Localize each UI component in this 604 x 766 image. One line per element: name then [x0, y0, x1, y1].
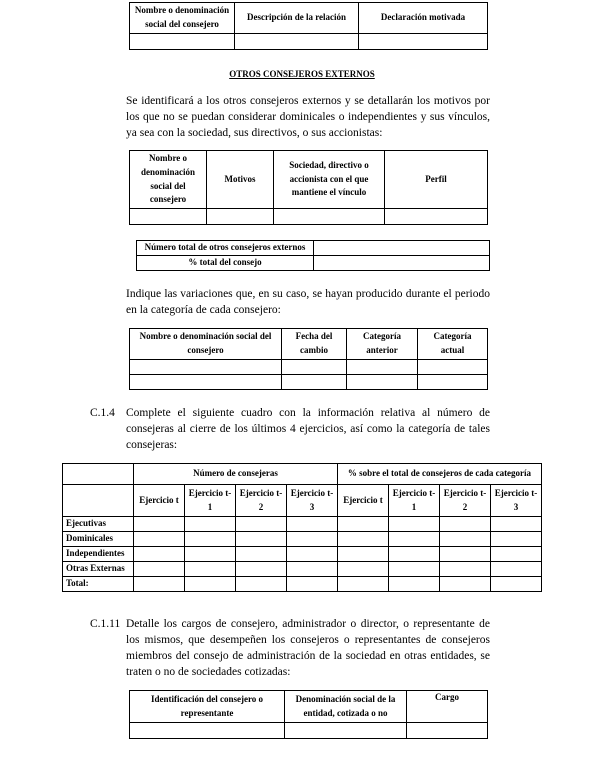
total-externos-value[interactable]: [314, 241, 490, 256]
corner-cell: [63, 485, 134, 517]
section-heading: OTROS CONSEJEROS EXTERNOS: [229, 69, 375, 79]
cell[interactable]: [287, 531, 338, 546]
sub-header: Ejercicio t-2: [236, 485, 287, 517]
cell[interactable]: [389, 576, 440, 591]
otros-externos-paragraph: Se identificará a los otros consejeros externos y se detallarán los motivos por los que no se puedan considerar dominicales o independientes y sus vínculos, ya sea con la sociedad, sus directivos, o sus accionistas:: [126, 95, 490, 139]
row-label: Independientes: [63, 546, 134, 561]
cell[interactable]: [130, 375, 282, 390]
cell[interactable]: [236, 517, 287, 532]
cell[interactable]: [287, 561, 338, 576]
col-identificacion: Identificación del consejero o representante: [130, 691, 285, 723]
total-consejo-value[interactable]: [314, 255, 490, 270]
row-label: Dominicales: [63, 531, 134, 546]
group-porcentaje: % sobre el total de consejeros de cada categoría: [338, 464, 542, 485]
cell[interactable]: [359, 34, 488, 50]
cell[interactable]: [134, 561, 185, 576]
cell[interactable]: [389, 531, 440, 546]
section-number: C.1.11: [90, 618, 121, 630]
variaciones-paragraph: Indique las variaciones que, en su caso, se hayan producido durante el periodo en la categoría de cada consejero:: [126, 288, 490, 316]
sub-header: Ejercicio t-2: [440, 485, 491, 517]
sub-header: Ejercicio t: [134, 485, 185, 517]
col-descripcion: Descripción de la relación: [235, 3, 359, 34]
variaciones-table: [129, 328, 488, 390]
cell[interactable]: [338, 517, 389, 532]
cell[interactable]: [274, 209, 385, 225]
col-nombre: Nombre o denominación social del consejero: [130, 151, 207, 209]
totals-table: [136, 240, 490, 271]
cell[interactable]: [491, 576, 542, 591]
cell[interactable]: [236, 576, 287, 591]
cell[interactable]: [440, 531, 491, 546]
cell[interactable]: [287, 576, 338, 591]
row-label: Ejecutivas: [63, 517, 134, 532]
group-numero: Número de consejeras: [134, 464, 338, 485]
cell[interactable]: [235, 34, 359, 50]
cell[interactable]: [130, 723, 285, 739]
corner-cell: [63, 464, 134, 485]
cell[interactable]: [347, 360, 418, 375]
col-nombre: Nombre o denominación social del consejero: [130, 3, 235, 34]
cell[interactable]: [491, 546, 542, 561]
sub-header: Ejercicio t-1: [185, 485, 236, 517]
col-perfil: Perfil: [385, 151, 488, 209]
cell[interactable]: [185, 531, 236, 546]
col-fecha: Fecha del cambio: [282, 329, 347, 360]
otros-externos-table: [129, 150, 488, 225]
cell[interactable]: [389, 517, 440, 532]
section-number: C.1.4: [90, 407, 115, 419]
col-cargo: Cargo: [407, 691, 488, 723]
sub-header: Ejercicio t-1: [389, 485, 440, 517]
cell[interactable]: [287, 517, 338, 532]
cell[interactable]: [185, 561, 236, 576]
cell[interactable]: [338, 561, 389, 576]
cell[interactable]: [338, 531, 389, 546]
cell[interactable]: [287, 546, 338, 561]
cell[interactable]: [282, 375, 347, 390]
col-cat-actual: Categoría actual: [418, 329, 488, 360]
relation-table: [129, 2, 488, 50]
col-denominacion: Denominación social de la entidad, cotizada o no: [285, 691, 407, 723]
cell[interactable]: [236, 546, 287, 561]
cell[interactable]: [338, 576, 389, 591]
cell[interactable]: [185, 546, 236, 561]
c14-paragraph: Complete el siguiente cuadro con la información relativa al número de consejeras al cierre de los últimos 4 ejercicios, así como la categoría de tales consejeras:: [126, 407, 490, 451]
cell[interactable]: [440, 517, 491, 532]
cell[interactable]: [285, 723, 407, 739]
cell[interactable]: [347, 375, 418, 390]
cell[interactable]: [491, 531, 542, 546]
col-vinculo: Sociedad, directivo o accionista con el que mantiene el vínculo: [274, 151, 385, 209]
sub-header: Ejercicio t-3: [287, 485, 338, 517]
col-nombre: Nombre o denominación social del consejero: [130, 329, 282, 360]
cell[interactable]: [236, 531, 287, 546]
cell[interactable]: [130, 209, 207, 225]
c111-paragraph: Detalle los cargos de consejero, administrador o director, o representante de los mismos, que desempeñen los consejeros o representantes de consejeros miembros del consejo de administración de la sociedad en otras entidades, se traten o no de sociedades cotizadas:: [126, 618, 490, 678]
cell[interactable]: [491, 561, 542, 576]
sub-header: Ejercicio t: [338, 485, 389, 517]
cell[interactable]: [134, 531, 185, 546]
cell[interactable]: [185, 517, 236, 532]
cell[interactable]: [130, 360, 282, 375]
cell[interactable]: [130, 34, 235, 50]
cell[interactable]: [407, 723, 488, 739]
cell[interactable]: [440, 546, 491, 561]
cell[interactable]: [185, 576, 236, 591]
cell[interactable]: [491, 517, 542, 532]
col-cat-anterior: Categoría anterior: [347, 329, 418, 360]
cell[interactable]: [385, 209, 488, 225]
cell[interactable]: [236, 561, 287, 576]
sub-header: Ejercicio t-3: [491, 485, 542, 517]
cell[interactable]: [440, 561, 491, 576]
cell[interactable]: [338, 546, 389, 561]
cell[interactable]: [134, 576, 185, 591]
cell[interactable]: [418, 375, 488, 390]
total-externos-label: Número total de otros consejeros externos: [137, 241, 314, 256]
col-declaracion: Declaración motivada: [359, 3, 488, 34]
cell[interactable]: [389, 561, 440, 576]
cell[interactable]: [440, 576, 491, 591]
cell[interactable]: [389, 546, 440, 561]
cell[interactable]: [134, 517, 185, 532]
total-consejo-label: % total del consejo: [137, 255, 314, 270]
row-label: Total:: [63, 576, 134, 591]
cell[interactable]: [418, 360, 488, 375]
consejeras-table: [62, 463, 542, 592]
cell[interactable]: [207, 209, 274, 225]
cell[interactable]: [134, 546, 185, 561]
col-motivos: Motivos: [207, 151, 274, 209]
row-label: Otras Externas: [63, 561, 134, 576]
cargos-table: [129, 690, 488, 739]
cell[interactable]: [282, 360, 347, 375]
